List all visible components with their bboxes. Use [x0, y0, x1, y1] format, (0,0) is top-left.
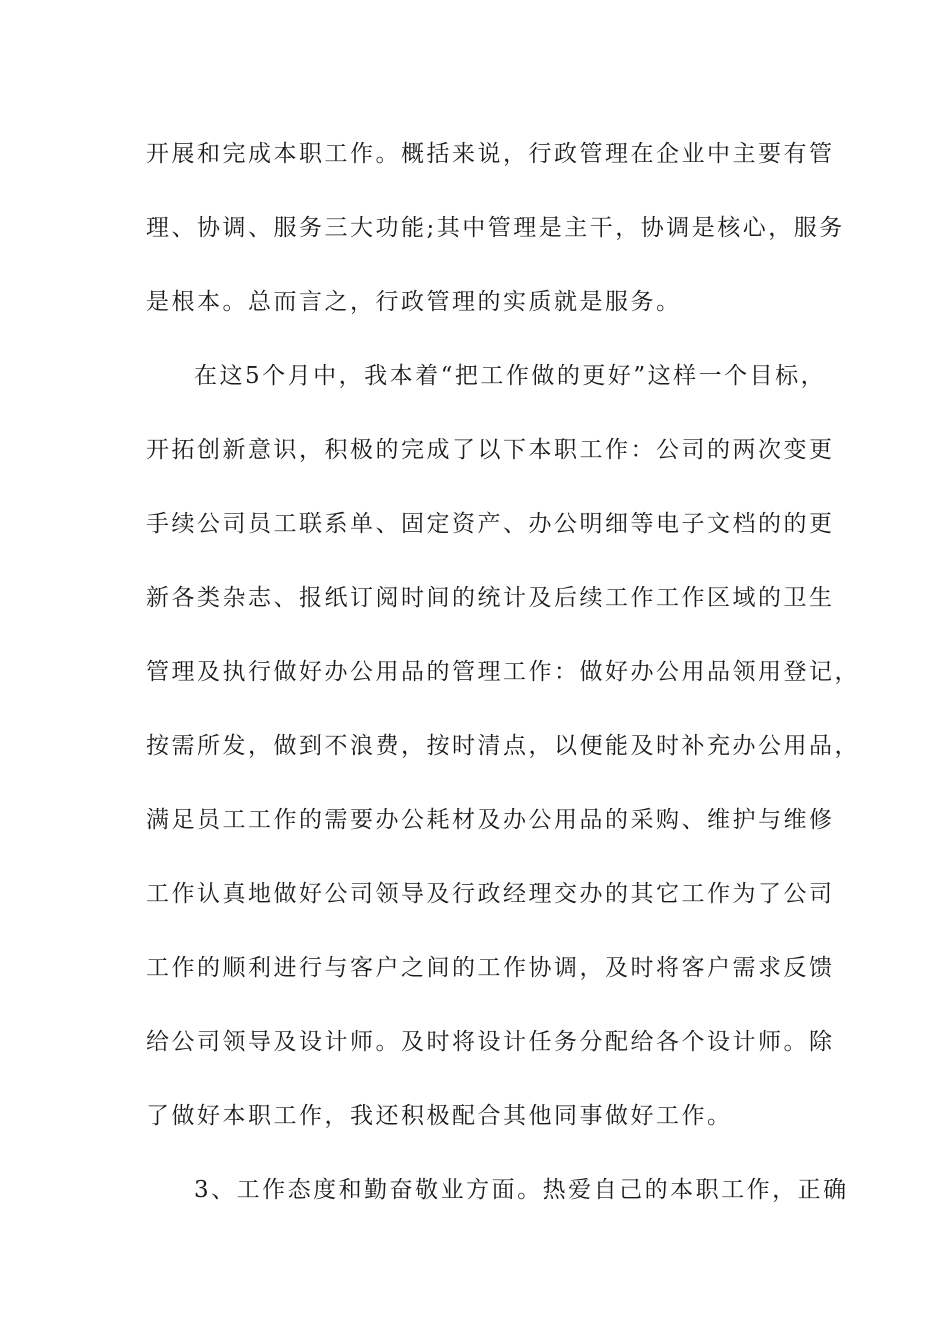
text-line: 是根本。总而言之，行政管理的实质就是服务。	[146, 289, 682, 315]
text-line: 管理及执行做好办公用品的管理工作：做好办公用品领用登记，	[146, 659, 860, 685]
document-body	[146, 132, 860, 1242]
text-line: 满足员工工作的需要办公耗材及办公用品的采购、维护与维修	[146, 807, 835, 833]
paragraph-start-line: 在这5个月中，我本着“把工作做的更好”这样一个目标，	[194, 363, 827, 389]
text-line: 手续公司员工联系单、固定资产、办公明细等电子文档的的更	[146, 511, 835, 537]
paragraph-start-line: 3、工作态度和勤奋敬业方面。热爱自己的本职工作，正确	[194, 1177, 849, 1203]
text-line: 工作的顺利进行与客户之间的工作协调，及时将客户需求反馈	[146, 955, 835, 981]
text-line: 给公司领导及设计师。及时将设计任务分配给各个设计师。除	[146, 1029, 835, 1055]
text-line: 开拓创新意识，积极的完成了以下本职工作：公司的两次变更	[146, 437, 835, 463]
text-line: 工作认真地做好公司领导及行政经理交办的其它工作为了公司	[146, 881, 835, 907]
text-line: 按需所发，做到不浪费，按时清点，以便能及时补充办公用品，	[146, 733, 860, 759]
text-line: 开展和完成本职工作。概括来说，行政管理在企业中主要有管	[146, 141, 835, 167]
text-line: 了做好本职工作，我还积极配合其他同事做好工作。	[146, 1103, 733, 1129]
text-line: 新各类杂志、报纸订阅时间的统计及后续工作工作区域的卫生	[146, 585, 835, 611]
text-line: 理、协调、服务三大功能;其中管理是主干，协调是核心，服务	[146, 215, 845, 241]
